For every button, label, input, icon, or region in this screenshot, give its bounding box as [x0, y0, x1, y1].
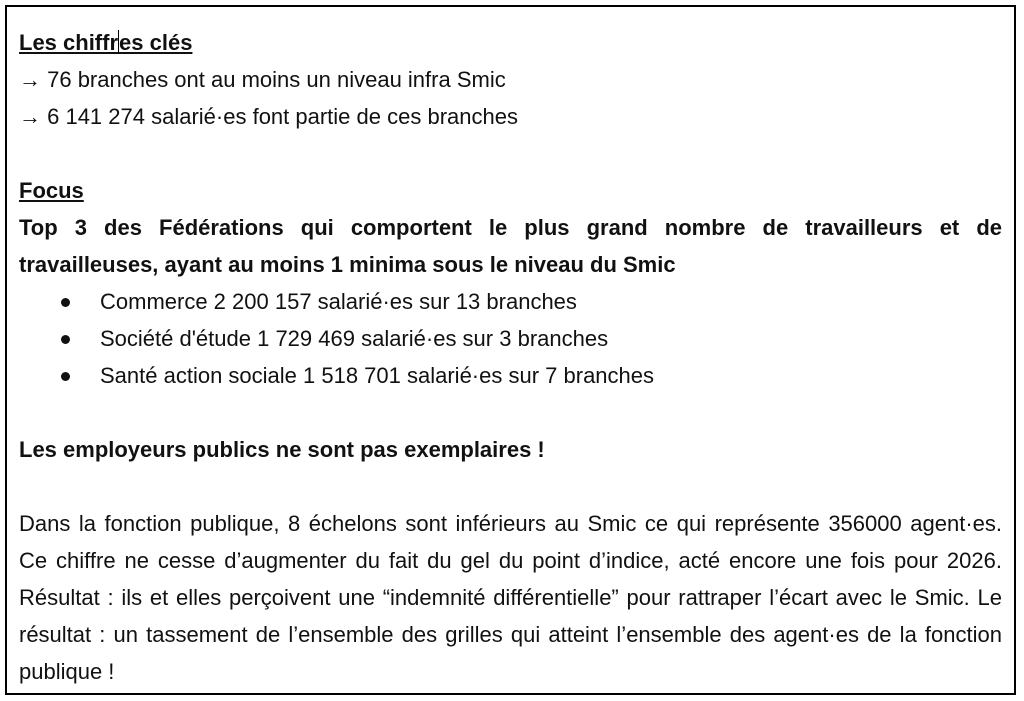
public-employers-heading: Les employeurs publics ne sont pas exemplaires !: [19, 437, 545, 462]
federations-list: [19, 283, 1002, 394]
bullet-icon: [61, 298, 70, 307]
list-item-text: Commerce 2 200 157 salarié·es sur 13 branches: [100, 289, 577, 314]
blank-line: [19, 135, 1002, 172]
key-figure-employees: → 6 141 274 salarié·es font partie de ces branches: [19, 104, 518, 129]
list-item-text: Santé action sociale 1 518 701 salarié·es sur 7 branches: [100, 363, 655, 388]
bullet-icon: [61, 335, 70, 344]
blank-line: [19, 394, 1002, 431]
key-figures-heading-part2: es clés: [119, 30, 193, 55]
key-figures-heading-part1: Les chiffr: [19, 30, 119, 55]
list-item: [19, 283, 1002, 320]
key-figure-branches: → 76 branches ont au moins un niveau infra Smic: [19, 67, 506, 92]
blank-line: [19, 468, 1002, 505]
public-employers-paragraph: Dans la fonction publique, 8 échelons sont inférieurs au Smic ce qui représente 356000 agent·es. Ce chiffre ne cesse d’augmenter du fait du gel du point d’indice, acté encore une fois pour 2026. Résultat : ils et elles perçoivent une “indemnité différentielle” pour rattraper l’écart avec le Smic. Le résultat : un tassement de l’ensemble des grilles qui atteint l’ensemble des agent·es de la fonction publique !: [19, 511, 1002, 684]
list-item: [19, 357, 1002, 394]
bullet-icon: [61, 372, 70, 381]
list-item-text: Société d'étude 1 729 469 salarié·es sur 3 branches: [100, 326, 609, 351]
key-figures-heading: [19, 24, 1002, 61]
focus-heading: Focus: [19, 178, 84, 203]
document-frame: [5, 5, 1016, 695]
focus-subheading: Top 3 des Fédérations qui comportent le plus grand nombre de travailleurs et de travailleuses, ayant au moins 1 minima sous le niveau du Smic: [19, 215, 1002, 277]
list-item: [19, 320, 1002, 357]
